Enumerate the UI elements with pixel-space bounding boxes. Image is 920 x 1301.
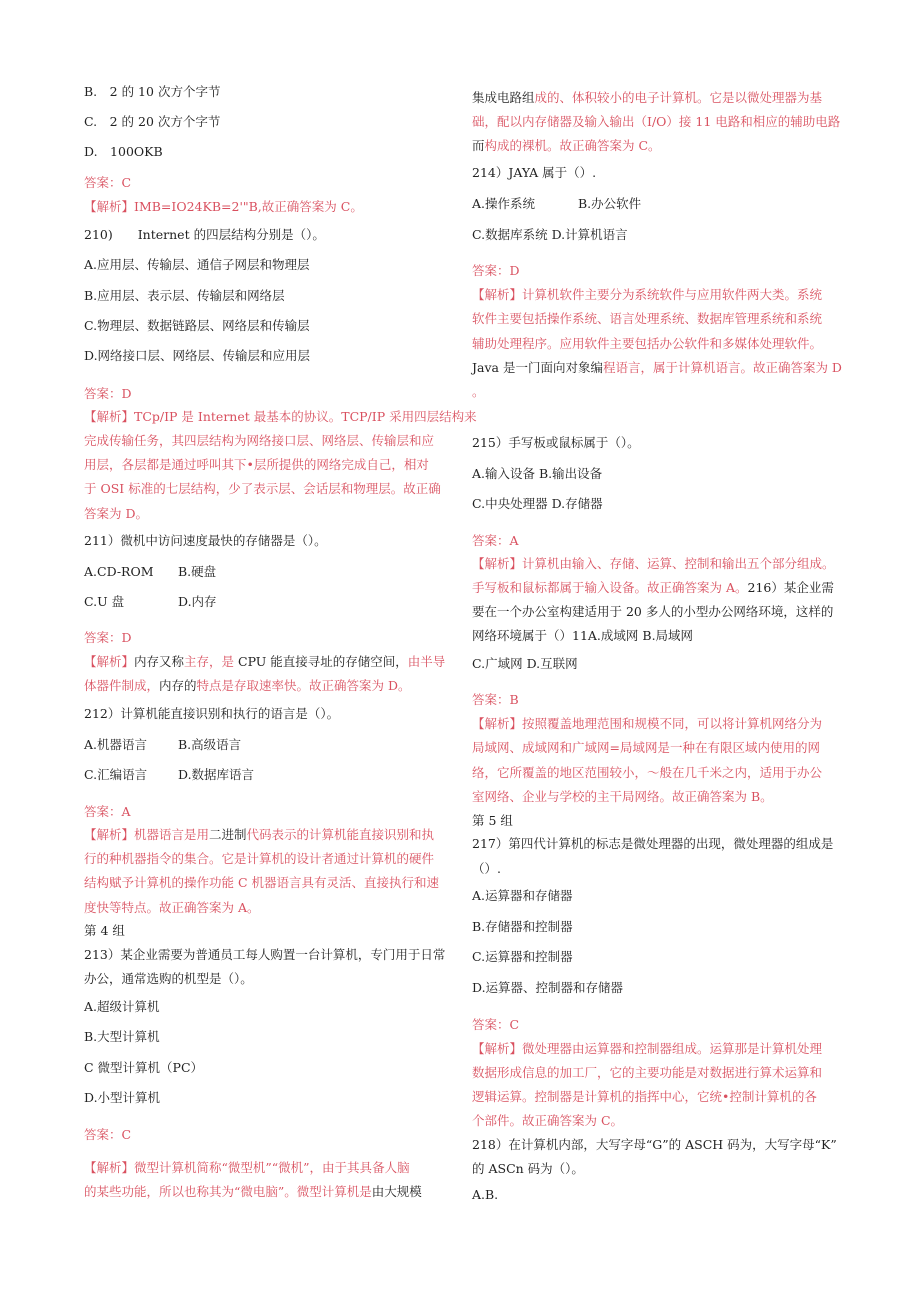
option-b-210: B.应用层、表示层、传输层和网络层 xyxy=(84,288,285,303)
option-a-217: A.运算器和存储器 xyxy=(472,888,573,903)
group-5-heading: 第 5 组 xyxy=(472,813,513,828)
option-a-210: A.应用层、传输层、通信子网层和物理层 xyxy=(84,257,310,272)
question-210: 210) Internet 的四层结构分别是（）。 xyxy=(84,227,325,242)
explanation-text: 内存又称 xyxy=(134,654,185,669)
answer-215: 答案：A xyxy=(472,533,519,548)
option-a-213: A.超级计算机 xyxy=(84,999,160,1014)
explanation-label: 【解析】 xyxy=(84,654,135,669)
option-b-217: B.存储器和控制器 xyxy=(472,919,573,934)
explanation-text: 【解析】机器语言是用 xyxy=(84,827,210,842)
option-d-212: D.数据库语言 xyxy=(178,767,255,782)
explanation-210-line-3: 用层，各层都是通过呼叫其下•层所提供的网络完成自己，相对 xyxy=(84,457,429,472)
explanation-210-line-5: 答案为 D。 xyxy=(84,506,148,521)
explanation-213-line-2 xyxy=(84,1183,422,1201)
question-218-line-2: 的 ASCn 码为（）。 xyxy=(472,1161,584,1176)
option-c-212: C.汇编语言 xyxy=(84,767,148,782)
explanation-text: 特点是存取速率快。故正确答案为 D。 xyxy=(196,678,411,693)
explanation-text: 手写板和鼠标都属于输入设备。故正确答案为 A。 xyxy=(472,580,748,595)
question-215: 215）手写板或鼠标属于（）。 xyxy=(472,435,640,450)
explanation-213-line-3 xyxy=(472,89,822,107)
explanation-217-line-1: 【解析】微处理器由运算器和控制器组成。运算那是计算机处理 xyxy=(472,1041,823,1056)
explanation-213-line-5 xyxy=(472,137,661,155)
explanation-text: 二进制 xyxy=(209,827,247,842)
question-211: 211）微机中访问速度最快的存储器是（）。 xyxy=(84,533,327,548)
option-b-213: B.大型计算机 xyxy=(84,1029,160,1044)
option-cd-214: C.数据库系统 D.计算机语言 xyxy=(472,227,628,242)
answer-214: 答案：D xyxy=(472,263,520,278)
option-cd-216: C.广域网 D.互联网 xyxy=(472,656,578,671)
group-4-heading: 第 4 组 xyxy=(84,923,125,938)
question-214: 214）JAYA 属于（）. xyxy=(472,165,597,180)
explanation-212-line-4: 度快等特点。故正确答案为 A。 xyxy=(84,900,260,915)
question-216-line-3: 网络环境属于（）11A.成域网 B.局域网 xyxy=(472,628,694,643)
explanation-215-line-2 xyxy=(472,579,834,597)
option-b-214: B.办公软件 xyxy=(578,196,642,211)
explanation-212-line-2: 行的种机器指令的集合。它是计算机的设计者通过计算机的硬件 xyxy=(84,851,435,866)
explanation-text: 而 xyxy=(472,138,485,153)
explanation-text: CPU 能直接寻址的存储空间， xyxy=(234,654,408,669)
answer-210: 答案：D xyxy=(84,386,132,401)
explanation-214-line-3: 辅助处理程序。应用软件主要包括办公软件和多媒体处理软件。 xyxy=(472,336,823,351)
answer-212: 答案：A xyxy=(84,804,131,819)
answer-217: 答案：C xyxy=(472,1017,520,1032)
explanation-text: 集成电路组 xyxy=(472,90,535,105)
question-213-line-2: 办公，通常选购的机型是（）。 xyxy=(84,971,253,986)
option-b-209: B. 2 的 10 次方个字节 xyxy=(84,84,221,99)
option-a-211: A.CD-ROM xyxy=(84,564,154,579)
option-d-210: D.网络接口层、网络层、传输层和应用层 xyxy=(84,348,311,363)
option-ab-218: A.B. xyxy=(472,1187,499,1202)
explanation-214-line-2: 软件主要包括操作系统、语言处理系统、数据库管理系统和系统 xyxy=(472,311,823,326)
option-c-209: C. 2 的 20 次方个字节 xyxy=(84,114,221,129)
explanation-213-line-4: 础，配以内存储器及输入输出（I/O）接 11 电路和相应的辅助电路 xyxy=(472,114,841,129)
question-217-line-1: 217）第四代计算机的标志是微处理器的出现，微处理器的组成是 xyxy=(472,836,834,851)
question-216-line-1: 216）某企业需 xyxy=(747,580,834,595)
question-218-line-1: 218）在计算机内部，大写字母“G”的 ASCH 码为，大写字母“K” xyxy=(472,1137,837,1152)
explanation-217-line-2: 数据形成信息的加工厂，它的主要功能是对数据进行算术运算和 xyxy=(472,1065,823,1080)
explanation-214-line-5: 。 xyxy=(472,384,485,399)
explanation-text: 主存，是 xyxy=(184,654,235,669)
explanation-210-line-4: 于 OSI 标准的七层结构，少了表示层、会话层和物理层。故正确 xyxy=(84,481,441,496)
explanation-211-line-2 xyxy=(84,677,411,695)
explanation-216-line-4: 室网络、企业与学校的主干局网络。故正确答案为 B。 xyxy=(472,789,773,804)
explanation-text: 成的、体积较小的电子计算机。它是以微处理器为基 xyxy=(534,90,823,105)
explanation-text: 构成的裸机。故正确答案为 C。 xyxy=(484,138,661,153)
explanation-215-line-1: 【解析】计算机由输入、存储、运算、控制和输出五个部分组成。 xyxy=(472,556,835,571)
explanation-212-line-1 xyxy=(84,826,434,844)
explanation-text: 的某些功能，所以也称其为“微电脑”。微型计算机是 xyxy=(84,1184,372,1199)
explanation-209: 【解析】IMB=IO24KB=2'"B,故正确答案为 C。 xyxy=(84,199,363,214)
explanation-text: Java 是一门面向对象编 xyxy=(472,360,603,375)
explanation-213-line-1: 【解析】微型计算机简称“微型机”“微机”，由于其具备人脑 xyxy=(84,1160,410,1175)
question-213-line-1: 213）某企业需要为普通员工每人购置一台计算机，专门用于日常 xyxy=(84,947,446,962)
answer-213: 答案：C xyxy=(84,1127,132,1142)
option-ab-215: A.输入设备 B.输出设备 xyxy=(472,466,603,481)
option-c-217: C.运算器和控制器 xyxy=(472,949,573,964)
question-216-line-2: 要在一个办公室构建适用于 20 多人的小型办公网络环境，这样的 xyxy=(472,604,834,619)
option-d-217: D.运算器、控制器和存储器 xyxy=(472,980,624,995)
option-d-209: D. 100OKB xyxy=(84,144,163,159)
explanation-212-line-3: 结构赋予计算机的操作功能 C 机器语言具有灵活、直接执行和速 xyxy=(84,875,440,890)
question-212: 212）计算机能直接识别和执行的语言是（）。 xyxy=(84,706,340,721)
explanation-214-line-4 xyxy=(472,359,842,377)
explanation-214-line-1: 【解析】计算机软件主要分为系统软件与应用软件两大类。系统 xyxy=(472,287,823,302)
explanation-text: 程语言，属于计算机语言。故正确答案为 D xyxy=(602,360,842,375)
explanation-text: 内存的 xyxy=(159,678,197,693)
option-d-213: D.小型计算机 xyxy=(84,1090,161,1105)
answer-211: 答案：D xyxy=(84,630,132,645)
option-c-211: C.U 盘 xyxy=(84,594,125,609)
explanation-text: 代码表示的计算机能直接识别和执 xyxy=(246,827,435,842)
explanation-text: 由半导 xyxy=(407,654,446,669)
answer-209: 答案：C xyxy=(84,175,132,190)
option-a-212: A.机器语言 xyxy=(84,737,148,752)
explanation-210-line-1: 【解析】TCp/IP 是 Internet 最基本的协议。TCP/IP 采用四层结构来 xyxy=(84,409,477,424)
explanation-216-line-2: 局域网、成域网和广域网=局域网是一种在有限区域内使用的网 xyxy=(472,740,820,755)
explanation-217-line-3: 逻辑运算。控制器是计算机的指挥中心，它统•控制计算机的各 xyxy=(472,1089,817,1104)
option-c-210: C.物理层、数据链路层、网络层和传输层 xyxy=(84,318,310,333)
option-b-211: B.硬盘 xyxy=(178,564,217,579)
explanation-text: 由大规模 xyxy=(371,1184,422,1199)
question-217-line-2: （）. xyxy=(472,861,501,876)
explanation-216-line-1: 【解析】按照覆盖地理范围和规模不同，可以将计算机网络分为 xyxy=(472,716,823,731)
explanation-216-line-3: 络，它所覆盖的地区范围较小，～般在几千米之内，适用于办公 xyxy=(472,765,823,780)
option-a-214: A.操作系统 xyxy=(472,196,536,211)
explanation-text: 体器件制成， xyxy=(84,678,160,693)
answer-216: 答案：B xyxy=(472,692,519,707)
option-c-213: C 微型计算机（PC） xyxy=(84,1060,204,1075)
explanation-210-line-2: 完成传输任务，其四层结构为网络接口层、网络层、传输层和应 xyxy=(84,433,435,448)
option-d-211: D.内存 xyxy=(178,594,217,609)
option-b-212: B.高级语言 xyxy=(178,737,242,752)
option-cd-215: C.中央处理器 D.存储器 xyxy=(472,496,603,511)
explanation-217-line-4: 个部件。故正确答案为 C。 xyxy=(472,1113,624,1128)
explanation-211-line-1 xyxy=(84,653,445,671)
